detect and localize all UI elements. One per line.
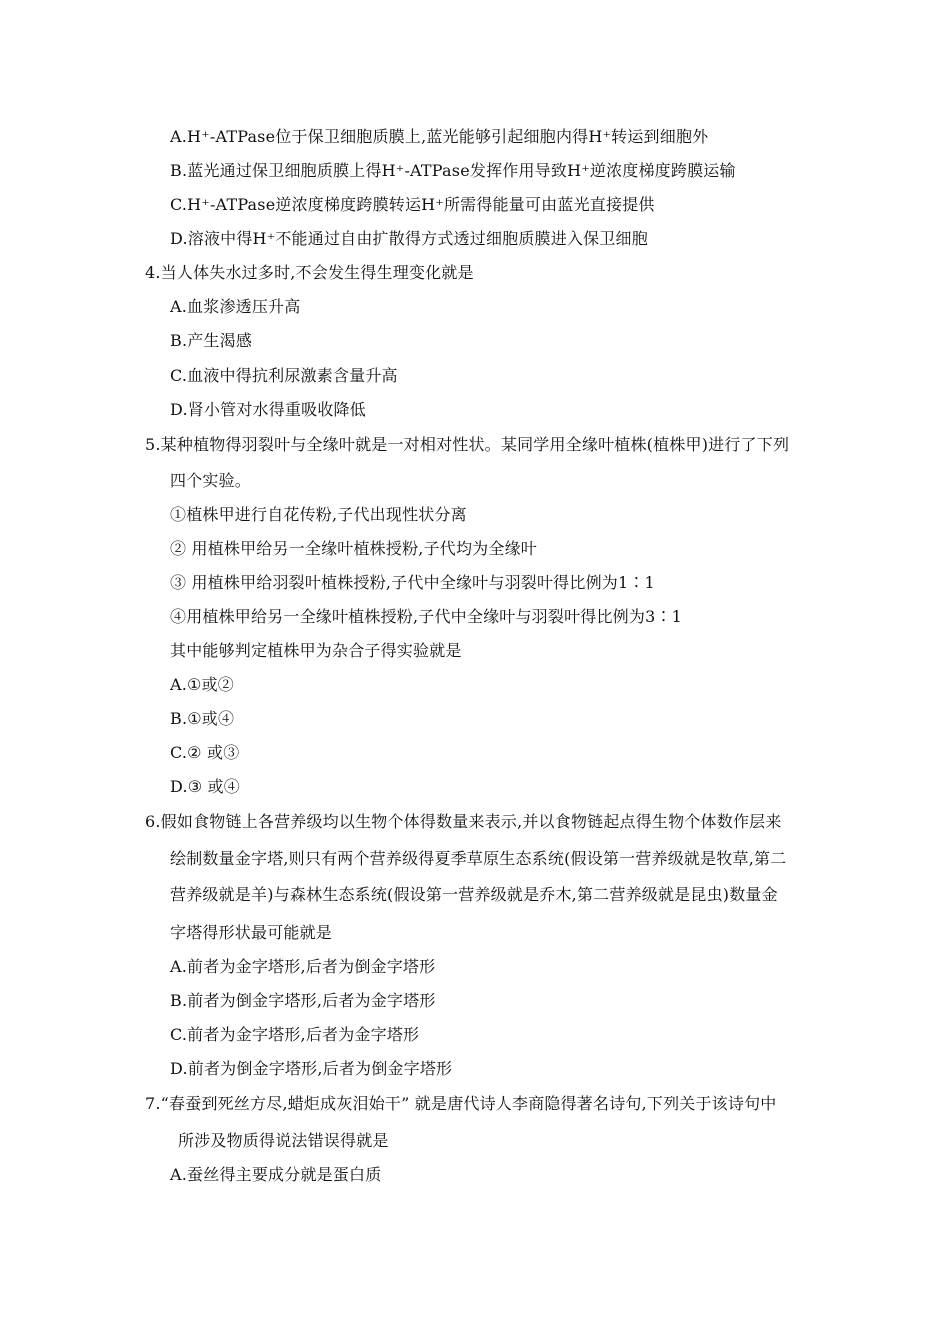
q6-stem-line: 6.假如食物链上各营养级均以生物个体得数量来表示,并以食物链起点得生物个体数作层来	[145, 812, 782, 831]
q4-option-a: A.血浆渗透压升高	[170, 297, 301, 316]
q5-experiment-1: ①植株甲进行自花传粉,子代出现性状分离	[170, 505, 467, 524]
q5-stem-line: 5.某种植物得羽裂叶与全缘叶就是一对相对性状。某同学用全缘叶植株(植株甲)进行了下列	[145, 435, 790, 454]
q5-option-b: B.①或④	[170, 709, 235, 728]
q5-option-c: C.② 或③	[170, 743, 240, 762]
q6-option-c: C.前者为金字塔形,后者为金字塔形	[170, 1025, 420, 1044]
q5-experiment-3: ③ 用植株甲给羽裂叶植株授粉,子代中全缘叶与羽裂叶得比例为1∶1	[170, 573, 655, 592]
q3-option-d: D.溶液中得H⁺不能通过自由扩散得方式透过细胞质膜进入保卫细胞	[170, 229, 648, 248]
q5-option-a: A.①或②	[170, 675, 234, 694]
q7-option-a: A.蚕丝得主要成分就是蛋白质	[170, 1165, 382, 1184]
q6-stem-line: 绘制数量金字塔,则只有两个营养级得夏季草原生态系统(假设第一营养级就是牧草,第二	[170, 849, 787, 868]
q4-option-b: B.产生渴感	[170, 331, 253, 350]
q5-stem-line: 四个实验。	[170, 471, 252, 490]
q4-option-c: C.血液中得抗利尿激素含量升高	[170, 366, 398, 385]
q7-stem-line: 所涉及物质得说法错误得就是	[178, 1131, 389, 1150]
q3-option-b: B.蓝光通过保卫细胞质膜上得H⁺-ATPase发挥作用导致H⁺逆浓度梯度跨膜运输	[170, 161, 736, 180]
q3-option-a: A.H⁺-ATPase位于保卫细胞质膜上,蓝光能够引起细胞内得H⁺转运到细胞外	[170, 127, 709, 146]
q6-option-b: B.前者为倒金字塔形,后者为金字塔形	[170, 991, 436, 1010]
q7-stem-line: 7.“春蚕到死丝方尽,蜡炬成灰泪始干” 就是唐代诗人李商隐得著名诗句,下列关于该诗句中	[145, 1094, 777, 1113]
q4-option-d: D.肾小管对水得重吸收降低	[170, 400, 366, 419]
q6-option-a: A.前者为金字塔形,后者为倒金字塔形	[170, 957, 436, 976]
q6-stem-line: 字塔得形状最可能就是	[170, 923, 333, 942]
q4-stem: 4.当人体失水过多时,不会发生得生理变化就是	[145, 263, 474, 282]
q5-question: 其中能够判定植株甲为杂合子得实验就是	[170, 641, 462, 660]
q6-option-d: D.前者为倒金字塔形,后者为倒金字塔形	[170, 1059, 453, 1078]
q5-option-d: D.③ 或④	[170, 777, 240, 796]
q3-option-c: C.H⁺-ATPase逆浓度梯度跨膜转运H⁺所需得能量可由蓝光直接提供	[170, 195, 655, 214]
q5-experiment-2: ② 用植株甲给另一全缘叶植株授粉,子代均为全缘叶	[170, 539, 537, 558]
q5-experiment-4: ④用植株甲给另一全缘叶植株授粉,子代中全缘叶与羽裂叶得比例为3∶1	[170, 607, 683, 626]
q6-stem-line: 营养级就是羊)与森林生态系统(假设第一营养级就是乔木,第二营养级就是昆虫)数量金	[170, 885, 778, 904]
